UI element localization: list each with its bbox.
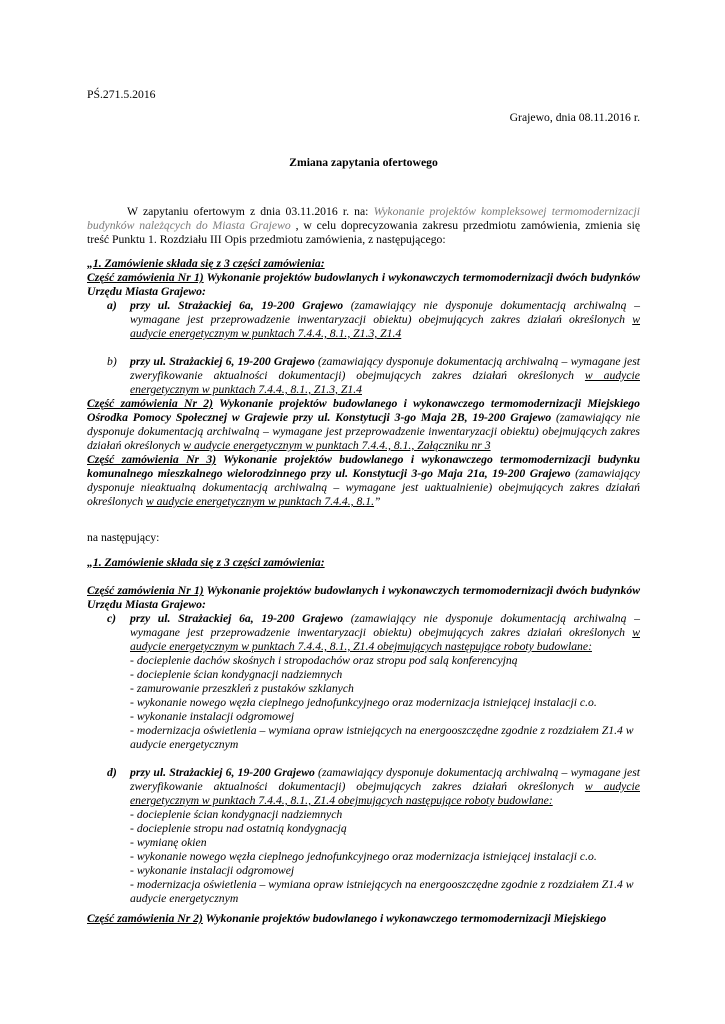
new-item-c-works xyxy=(87,654,640,752)
old-heading-quote: „ xyxy=(87,257,93,270)
new-part2-title: Wykonanie projektów budowlanego i wykonawczego termomodernizacji Miejskiego xyxy=(202,912,607,925)
new-heading xyxy=(87,556,325,570)
new-item-c-ref: w audycie energetycznym w punktach 7.4.4., 8.1., Z1.4 obejmujących następujące roboty budowlane: xyxy=(130,626,640,653)
old-item-b-ref: w audycie energetycznym w punktach 7.4.4., 8.1., Z1.3, Z1.4 xyxy=(130,369,640,396)
work-line: - modernizacja oświetlenia – wymiana opraw istniejących na energooszczędne zgodnie z rozdziałem Z1.4 w audycie energetycznym xyxy=(130,724,634,751)
new-part2-label: Część zamówienia Nr 2) xyxy=(87,912,203,925)
new-part1-label: Część zamówienia Nr 1) xyxy=(87,584,204,597)
intro-subject: Wykonanie projektów kompleksowej termomodernizacji budynków należących do Miasta Grajewo xyxy=(87,205,640,232)
new-item-c-label: c) xyxy=(107,612,117,625)
new-heading-text: 1. Zamówienie składa się z 3 części zamówienia: xyxy=(92,556,325,569)
new-item-d-text: (zamawiający dysponuje dokumentacją archiwalną – wymagane jest zweryfikowanie aktualności dokumentacji) obejmujących zakres działań określonych xyxy=(130,766,640,793)
work-line: - wykonanie nowego węzła cieplnego jednofunkcyjnego oraz modernizacja istniejącej instalacji c.o. xyxy=(130,850,597,863)
old-item-a xyxy=(87,299,640,341)
old-part2 xyxy=(87,397,640,453)
old-item-b-address: przy ul. Strażackiej 6, 19-200 Grajewo xyxy=(130,355,315,368)
old-part2-title: Wykonanie projektów budowlanego i wykonawczego termomodernizacji Miejskiego Ośrodka Pomocy Społecznej w Grajewie przy ul. Konstytucji 3-go Maja 2B, 19-200 Grajewo xyxy=(87,397,640,424)
new-scope-section xyxy=(87,584,640,906)
old-item-a-label: a) xyxy=(107,299,117,312)
old-part1 xyxy=(87,271,640,299)
work-line: - wykonanie nowego węzła cieplnego jednofunkcyjnego oraz modernizacja istniejącej instalacji c.o. xyxy=(130,696,597,709)
old-part3-ref: w audycie energetycznym w punktach 7.4.4., 8.1. xyxy=(145,495,375,508)
old-part1-label: Część zamówienia Nr 1) xyxy=(87,271,204,284)
new-item-d-label: d) xyxy=(107,766,117,779)
old-item-a-ref: w audycie energetycznym w punktach 7.4.4., 8.1., Z1.3, Z1.4 xyxy=(130,313,640,340)
old-heading-text: 1. Zamówienie składa się z 3 części zamówienia: xyxy=(92,257,325,270)
na-nastepujacy: na następujący: xyxy=(87,531,160,544)
new-item-c xyxy=(87,612,640,654)
old-part3-end-quote: ” xyxy=(374,495,381,508)
old-part2-ref: w audycie energetycznym w punktach 7.4.4., 8.1., Załączniku nr 3 xyxy=(183,439,491,452)
document-title: Zmiana zapytania ofertowego xyxy=(289,156,438,169)
old-item-b xyxy=(87,355,640,397)
old-part2-text: (zamawiający nie dysponuje dokumentacją archiwalną – wymagane jest przeprowadzenie inwentaryzacji obiektu) obejmujących zakres działań określonych xyxy=(87,411,641,452)
old-item-a-address: przy ul. Strażackiej 6a, 19-200 Grajewo xyxy=(130,299,344,312)
old-scope-section xyxy=(87,257,640,509)
work-line: - modernizacja oświetlenia – wymiana opraw istniejących na energooszczędne zgodnie z rozdziałem Z1.4 w audycie energetycznym xyxy=(130,878,634,905)
intro-text-a: W zapytaniu ofertowym z dnia 03.11.2016 r. na: xyxy=(127,205,374,218)
new-part2 xyxy=(87,912,640,926)
new-item-d-address: przy ul. Strażackiej 6, 19-200 Grajewo xyxy=(130,766,315,779)
work-line: - docieplenie dachów skośnych i stropodachów oraz stropu pod salą konferencyjną xyxy=(130,654,518,667)
old-item-b-text: (zamawiający dysponuje dokumentacją archiwalną – wymagane jest zweryfikowanie aktualności dokumentacji) obejmujących zakres działań określonych xyxy=(130,355,640,382)
new-item-d-ref: w audycie energetycznym w punktach 7.4.4., 8.1., Z1.4 obejmujących następujące roboty budowlane: xyxy=(130,780,640,807)
intro-text-c: , w celu doprecyzowania zakresu przedmiotu zamówienia, zmienia się treść Punktu 1. Rozdziału III Opis przedmiotu zamówienia, z następującego: xyxy=(87,219,641,246)
work-line: - docieplenie stropu nad ostatnią kondygnacją xyxy=(130,822,347,835)
old-part3 xyxy=(87,453,640,509)
place-date: Grajewo, dnia 08.11.2016 r. xyxy=(509,111,640,124)
new-item-c-address: przy ul. Strażackiej 6a, 19-200 Grajewo xyxy=(130,612,344,625)
new-item-c-text: (zamawiający nie dysponuje dokumentacją archiwalną – wymagane jest przeprowadzenie inwentaryzacji obiektu) obejmujących zakres działań określonych xyxy=(130,612,640,639)
new-item-d-works xyxy=(87,808,640,906)
old-part3-text: (zamawiający dysponuje nieaktualną dokumentacją archiwalną – wymagane jest uaktualnienie) obejmujących zakres działań określonych xyxy=(87,467,640,508)
old-part3-label: Część zamówienia Nr 3) xyxy=(87,453,217,466)
old-item-a-text: (zamawiający nie dysponuje dokumentacją archiwalną – wymagane jest przeprowadzenie inwentaryzacji obiektu) obejmujących zakres działań określonych xyxy=(130,299,640,326)
intro-paragraph xyxy=(87,205,640,247)
reference-number: PŚ.271.5.2016 xyxy=(87,88,156,101)
old-part2-label: Część zamówienia Nr 2) xyxy=(87,397,214,410)
work-line: - wykonanie instalacji odgromowej xyxy=(130,710,295,723)
old-part1-title: Wykonanie projektów budowlanych i wykonawczych termomodernizacji dwóch budynków Urzędu Miasta Grajewo: xyxy=(87,271,640,298)
new-item-d xyxy=(87,766,640,808)
work-line: - docieplenie ścian kondygnacji nadziemnych xyxy=(130,668,343,681)
work-line: - zamurowanie przeszkleń z pustaków szklanych xyxy=(130,682,354,695)
old-part3-title: Wykonanie projektów budowlanego i wykonawczego termomodernizacji budynku komunalnego mieszkalnego wielorodzinnego przy ul. Konstytucji 3-go Maja 21a, 19-200 Grajewo xyxy=(87,453,640,480)
work-line: - wykonanie instalacji odgromowej xyxy=(130,864,295,877)
new-part1 xyxy=(87,584,640,612)
work-line: - docieplenie ścian kondygnacji nadziemnych xyxy=(130,808,343,821)
old-heading xyxy=(87,257,640,271)
work-line: - wymianę okien xyxy=(130,836,207,849)
old-item-b-label: b) xyxy=(107,355,117,368)
new-heading-quote: „ xyxy=(87,556,93,569)
new-part1-title: Wykonanie projektów budowlanych i wykonawczych termomodernizacji dwóch budynków Urzędu Miasta Grajewo: xyxy=(87,584,640,611)
